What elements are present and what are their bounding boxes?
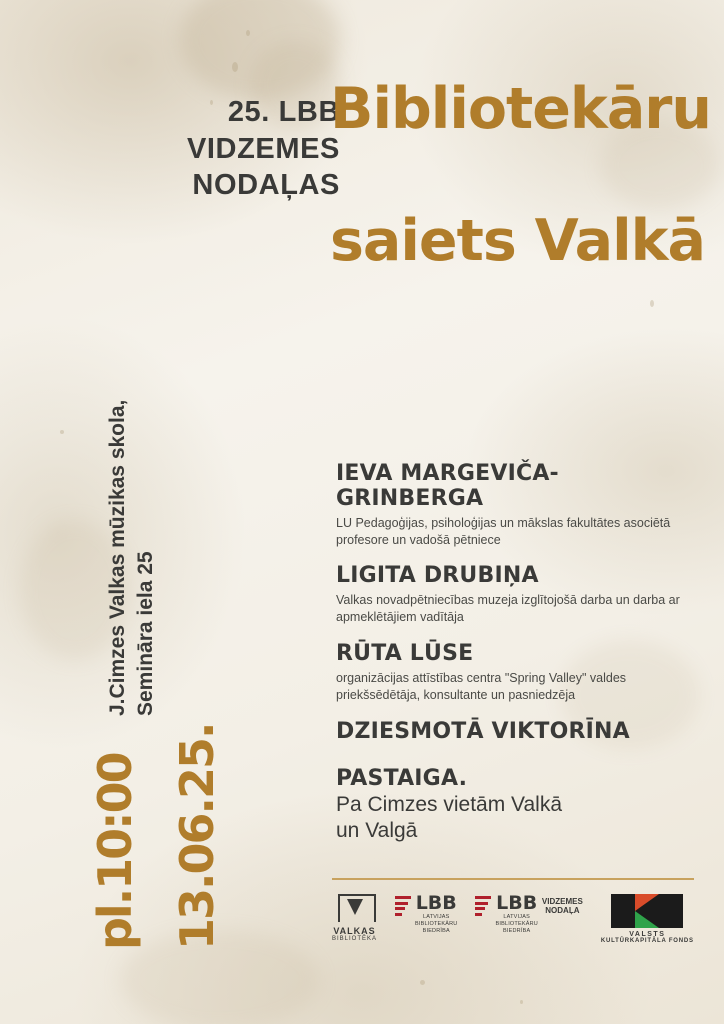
poster-header xyxy=(0,76,724,336)
speaker-description: Valkas novadpētniecības muzeja izglītojošā darba un darba ar apmeklētājiem vadītāja xyxy=(336,593,680,625)
valka-library-logo xyxy=(332,894,377,942)
list-item xyxy=(336,642,696,704)
kicker-line-2: VIDZEMES xyxy=(186,132,340,165)
activity-name: DZIESMOTĀ VIKTORĪNA xyxy=(336,718,630,744)
program-list xyxy=(336,462,696,859)
lbb-fullname: LATVIJAS BIBLIOTEKĀRU BIEDRĪBA xyxy=(415,914,458,934)
kicker-line-1: 25. LBB xyxy=(227,96,340,128)
texture-speck xyxy=(232,62,238,72)
lbb-bars-icon xyxy=(395,894,411,918)
lbb-vidzeme-logo xyxy=(475,894,582,935)
lbb-bars-icon xyxy=(475,894,491,918)
texture-speck xyxy=(420,980,425,985)
lbb-fullname: LATVIJAS BIBLIOTEKĀRU BIEDRĪBA xyxy=(495,914,538,934)
title-line-1: Bibliotekāru xyxy=(330,76,711,142)
title-line-2: saiets Valkā xyxy=(330,208,705,275)
kicker-line-3: NODAĻAS xyxy=(192,169,340,202)
venue-line-1: J.Cimzes Valkas mūzikas skola, xyxy=(106,399,129,716)
venue-block xyxy=(58,320,158,720)
list-item xyxy=(336,720,696,745)
footer-divider xyxy=(332,878,694,880)
speaker-name: RŪTA LŪSE xyxy=(336,641,474,667)
list-item xyxy=(336,767,696,843)
activity-name: PASTAIGA. xyxy=(336,765,468,791)
lbb-branch-label: VIDZEMES NODAĻA xyxy=(541,897,583,916)
venue-line-2: Semināra iela 25 xyxy=(134,551,158,716)
vkkf-line-1: VALSTS xyxy=(629,931,666,938)
lbb-acronym: LBB xyxy=(496,892,538,914)
valka-mark-icon xyxy=(334,894,376,924)
texture-speck xyxy=(520,1000,523,1004)
vkkf-line-2: KULTŪRKAPITĀLA FONDS xyxy=(600,938,694,944)
list-item xyxy=(336,462,696,548)
speaker-name: LIGITA DRUBIŅA xyxy=(336,563,539,589)
kicker-text xyxy=(120,94,340,204)
texture-speck xyxy=(246,30,250,36)
schedule-block xyxy=(62,700,302,960)
vkkf-mark-icon xyxy=(611,894,683,928)
activity-subtitle: Pa Cimzes vietām Valkā un Valgā xyxy=(336,793,563,842)
valka-logo-subtitle: BIBLIOTĒKA xyxy=(332,936,378,942)
list-item xyxy=(336,564,696,626)
vkkf-logo xyxy=(601,894,694,944)
lbb-logo xyxy=(395,894,457,935)
valka-logo-title: VALKAS xyxy=(333,926,376,936)
speaker-description: LU Pedagoģijas, psiholoģijas un mākslas fakultātes asociētā profesore un vadošā pētniece xyxy=(336,515,671,547)
event-time: pl.10:00 xyxy=(88,753,142,950)
page-title xyxy=(330,76,711,275)
event-date: 13.06.25. xyxy=(170,723,224,950)
speaker-name: IEVA MARGEVIČA- GRINBERGA xyxy=(336,461,559,511)
lbb-acronym: LBB xyxy=(415,892,457,914)
speaker-description: organizācijas attīstības centra "Spring Valley" valdes priekšsēdētāja, konsultante un pasniedzēja xyxy=(336,670,627,702)
logo-strip xyxy=(332,894,700,964)
